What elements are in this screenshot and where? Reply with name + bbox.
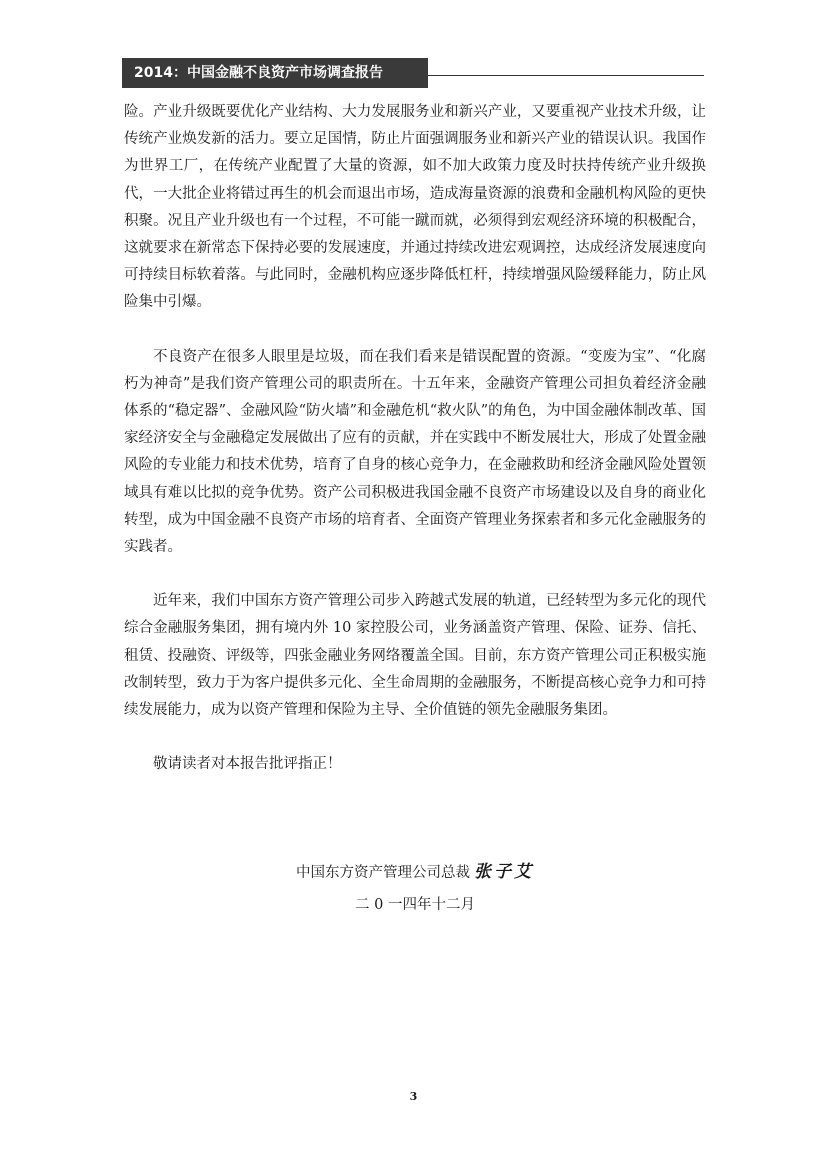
- header-divider: [428, 75, 704, 76]
- body-text: [124, 99, 706, 778]
- running-header-title: 2014：中国金融不良资产市场调查报告: [134, 65, 383, 81]
- page-number: 3: [409, 1090, 418, 1103]
- signature-name: 张子艾: [474, 862, 534, 882]
- signature-line: [124, 858, 706, 887]
- paragraph-nonperforming-assets: 不良资产在很多人眼里是垃圾，而在我们看来是错误配置的资源。“变废为宝”、“化腐朽为神奇”是我们资产管理公司的职责所在。十五年来，金融资产管理公司担负着经济金融体系的“稳定器”、金融风险“防火墙”和金融危机“救火队”的角色，为中国金融体制改革、国家经济安全与金融稳定发展做出了应有的贡献，并在实践中不断发展壮大，形成了处置金融风险的专业能力和技术优势，培育了自身的核心竞争力，在金融救助和经济金融风险处置领域具有难以比拟的竞争优势。资产公司积极进我国金融不良资产市场建设以及自身的商业化转型，成为中国金融不良资产市场的培育者、全面资产管理业务探索者和多元化金融服务的实践者。: [124, 348, 706, 556]
- signature-title: 中国东方资产管理公司总裁: [296, 865, 470, 881]
- running-header: [122, 58, 428, 88]
- paragraph-company-development: 近年来，我们中国东方资产管理公司步入跨越式发展的轨道，已经转型为多元化的现代综合金融服务集团，拥有境内外 10 家控股公司，业务涵盖资产管理、保险、证券、信托、租赁、投融资、评级等，四张金融业务网络覆盖全国。目前，东方资产管理公司正积极实施改制转型，致力于为客户提供多元化、全生命周期的金融服务，不断提高核心竞争力和可持续发展能力，成为以资产管理和保险为主导、全价值链的领先金融服务集团。: [124, 593, 706, 719]
- paragraph-closing-request: 敬请读者对本报告批评指正！: [153, 756, 342, 773]
- signature-date: 二 0 一四年十二月: [355, 897, 475, 913]
- paragraph-continued: 险。产业升级既要优化产业结构、大力发展服务业和新兴产业，又要重视产业技术升级，让传统产业焕发新的活力。要立足国情，防止片面强调服务业和新兴产业的错误认识。我国作为世界工厂，在传统产业配置了大量的资源，如不加大政策力度及时扶持传统产业升级换代，一大批企业将错过再生的机会而退出市场，造成海量资源的浪费和金融机构风险的更快积聚。况且产业升级也有一个过程，不可能一蹴而就，必须得到宏观经济环境的积极配合，这就要求在新常态下保持必要的发展速度，并通过持续改进宏观调控，达成经济发展速度向可持续目标软着落。与此同时，金融机构应逐步降低杠杆，持续增强风险缓释能力，防止风险集中引爆。: [124, 104, 706, 311]
